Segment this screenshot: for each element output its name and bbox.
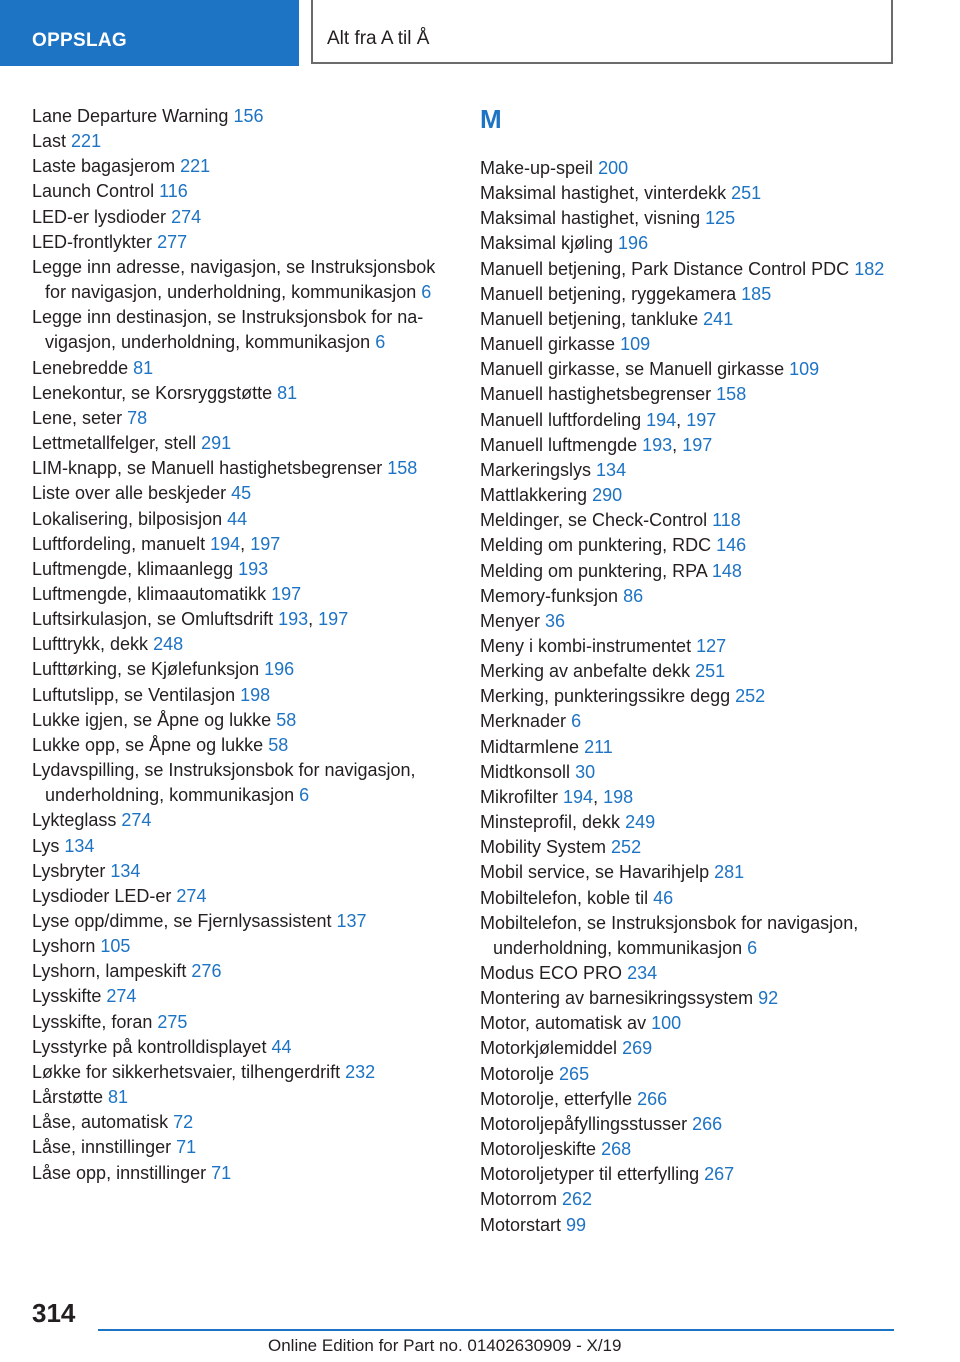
page-reference-link[interactable]: 198: [240, 684, 271, 705]
index-entry: [32, 708, 452, 733]
index-entry-term: Lukke igjen, se Åpne og lukke: [32, 709, 272, 730]
page-reference-link[interactable]: 109: [620, 334, 651, 355]
page-reference-link[interactable]: 251: [731, 183, 762, 204]
page-reference-link[interactable]: 275: [157, 1011, 188, 1032]
index-entry: [480, 458, 900, 483]
page-reference-link[interactable]: 200: [598, 158, 629, 178]
page-reference-link[interactable]: 105: [100, 936, 131, 957]
index-entry-term: Liste over alle beskjeder: [32, 483, 227, 504]
page-reference-link[interactable]: 72: [173, 1112, 194, 1133]
index-entry-term: Minsteprofil, dekk: [480, 812, 621, 833]
page-reference-link[interactable]: 78: [127, 407, 148, 428]
index-entry: [480, 181, 900, 206]
index-entry-term: LED-frontlykter: [32, 231, 153, 252]
index-entry: [480, 860, 900, 885]
index-entry-term: Lysskifte: [32, 986, 102, 1007]
index-entry-term: Lufttørking, se Kjølefunksjon: [32, 659, 260, 680]
page-reference-link[interactable]: 6: [571, 711, 582, 732]
index-entry: [480, 584, 900, 609]
footer-divider: [98, 1329, 894, 1331]
index-entry: [32, 1135, 452, 1160]
index-entry-term: Lyshorn: [32, 936, 96, 957]
index-entry-term: Motorolje, etterfylle: [480, 1088, 633, 1109]
index-entry-term: Låse, automatisk: [32, 1112, 169, 1133]
page-reference-link[interactable]: 221: [71, 131, 102, 152]
page-reference-link[interactable]: 81: [108, 1087, 129, 1108]
index-entry-term: Midtarmlene: [480, 736, 580, 757]
index-entry-term: Lukke opp, se Åpne og lukke: [32, 734, 264, 755]
index-entry: [480, 357, 900, 382]
index-entry: [32, 356, 452, 381]
page-reference-link[interactable]: 221: [180, 156, 211, 177]
index-entry-term: Manuell betjening, ryggekamera: [480, 283, 737, 304]
index-entry: [32, 1161, 452, 1186]
page-reference-link[interactable]: 193: [278, 609, 309, 630]
index-entry: [32, 154, 452, 179]
index-entry: [32, 984, 452, 1009]
section-tab: [0, 0, 299, 66]
index-entry-term: Mobil service, se Havarihjelp: [480, 862, 710, 883]
page-reference-link[interactable]: 252: [735, 686, 766, 707]
page-reference-link[interactable]: 248: [153, 634, 184, 655]
page-reference-link[interactable]: 6: [421, 282, 432, 303]
index-entry-term: Luftmengde, klimaautomatikk: [32, 583, 267, 604]
page-reference-link[interactable]: 6: [747, 937, 758, 958]
page-reference-link[interactable]: 198: [603, 786, 634, 807]
index-entry: [32, 683, 452, 708]
index-entry-term: Lettmetallfelger, stell: [32, 433, 197, 454]
page-reference-link[interactable]: 194: [210, 533, 241, 554]
index-entry: [480, 886, 900, 911]
index-entry-term: Manuell girkasse, se Manuell girkasse: [480, 359, 785, 380]
page-reference-link[interactable]: 44: [271, 1036, 292, 1057]
index-entry: [480, 1213, 900, 1238]
index-entry: [480, 835, 900, 860]
index-entry: [480, 1162, 900, 1187]
index-entry: [480, 332, 900, 357]
index-entry: [32, 129, 452, 154]
page-reference-link[interactable]: 281: [714, 862, 745, 883]
index-entry-term: Last: [32, 131, 67, 152]
index-entry: [32, 758, 452, 808]
index-letter-heading: M: [480, 104, 502, 134]
index-entry-term: Maksimal hastighet, visning: [480, 208, 701, 229]
page-number: 314: [32, 1298, 76, 1328]
index-entry: [32, 884, 452, 909]
index-entry-term: Meldinger, se Check-Control: [480, 510, 708, 531]
chapter-title: Alt fra A til Å: [327, 28, 430, 49]
index-entry-term: Legge inn destinasjon, se Instruksjonsbok for navigasjon, underholdning, kommunikasjon: [32, 307, 424, 353]
page-reference-link[interactable]: 269: [622, 1038, 653, 1059]
index-entry: [480, 483, 900, 508]
index-entry-term: Montering av barnesikringssystem: [480, 988, 754, 1009]
index-entry-term: Lenebredde: [32, 357, 129, 378]
index-entry-term: Manuell hastighetsbegrenser: [480, 384, 712, 405]
index-entry: [32, 381, 452, 406]
page-reference-link[interactable]: 274: [106, 986, 137, 1007]
index-entry: [480, 609, 900, 634]
page-reference-link[interactable]: 194: [563, 786, 594, 807]
index-entry: [32, 557, 452, 582]
index-entry-term: Melding om punktering, RPA: [480, 560, 707, 581]
page-reference-link[interactable]: 276: [191, 961, 222, 982]
index-entry-term: Meny i kombi-instrumentet: [480, 635, 692, 656]
index-entry: [480, 986, 900, 1011]
index-column-right: [480, 104, 900, 1238]
index-entry-term: Motoroljepåfyllingsstusser: [480, 1113, 688, 1134]
index-entry: [480, 1137, 900, 1162]
index-entry-term: Løkke for sikkerhetsvaier, tilhengerdrift: [32, 1061, 341, 1082]
page-reference-link[interactable]: 234: [627, 963, 658, 983]
index-entry: [480, 508, 900, 533]
page-reference-link[interactable]: 266: [692, 1113, 723, 1134]
index-entry: [32, 834, 452, 859]
index-entry-term: Make-up-speil: [480, 158, 594, 178]
index-entry-term: Luftmengde, klimaanlegg: [32, 558, 234, 579]
index-entries-right: [480, 156, 900, 1238]
page-reference-link[interactable]: 58: [276, 709, 297, 730]
index-entry-term: Launch Control: [32, 181, 155, 202]
index-entry: [480, 382, 900, 407]
index-entry-term: Lufttrykk, dekk: [32, 634, 149, 655]
index-entry-term: Mobiltelefon, koble til: [480, 887, 649, 908]
index-entry-term: Legge inn adresse, navigasjon, se Instruksjonsbok for navigasjon, underholdning, kommunikasjon: [32, 256, 436, 303]
page-reference-link[interactable]: 127: [696, 635, 727, 656]
section-title: OPPSLAG: [32, 30, 128, 51]
page-reference-link[interactable]: 291: [201, 433, 232, 454]
page-reference-link[interactable]: 197: [318, 609, 349, 630]
index-entry-term: Merknader: [480, 711, 567, 732]
index-entry-term: Luftfordeling, manuelt: [32, 533, 206, 554]
page-reference-link[interactable]: 30: [575, 761, 596, 782]
index-column-left: [32, 104, 452, 1186]
page-header: [0, 0, 960, 66]
index-entry: Mikrofilter 194, 198: [480, 786, 634, 807]
index-entry: [32, 1010, 452, 1035]
page-reference-link[interactable]: 274: [171, 206, 202, 227]
page-reference-link[interactable]: 251: [695, 661, 726, 682]
index-entry-term: Lenekontur, se Korsryggstøtte: [32, 382, 273, 403]
page-reference-link[interactable]: 232: [345, 1061, 376, 1082]
page-reference-link[interactable]: 197: [271, 583, 302, 604]
index-entry-term: Melding om punktering, RDC: [480, 535, 712, 556]
index-entry-term: Merking, punkteringssikre degg: [480, 686, 731, 707]
index-entry-term: Lokalisering, bilposisjon: [32, 508, 223, 529]
page-reference-link[interactable]: 116: [159, 181, 188, 202]
page-reference-link[interactable]: 100: [651, 1013, 682, 1034]
index-entry-term: Mobility System: [480, 837, 607, 858]
index-entry: [32, 657, 452, 682]
index-entry: [32, 104, 452, 129]
index-entry: [480, 911, 900, 961]
page-reference-link[interactable]: 134: [110, 860, 141, 881]
index-entry: [32, 481, 452, 506]
index-entry: [480, 559, 900, 584]
page-reference-link[interactable]: 158: [387, 458, 418, 479]
index-entry-term: Motoroljetyper til etterfylling: [480, 1164, 700, 1185]
page-reference-link[interactable]: 46: [653, 887, 674, 908]
index-entry-term: Mattlakkering: [480, 485, 588, 506]
index-entry: [480, 684, 900, 709]
page-reference-link[interactable]: 6: [299, 785, 310, 806]
index-entry-term: Manuell betjening, tankluke: [480, 308, 699, 329]
page-reference-link[interactable]: 194: [646, 409, 677, 430]
index-entry: [32, 1035, 452, 1060]
index-entry-term: Luftsirkulasjon, se Omluftsdrift: [32, 609, 274, 630]
page-reference-link[interactable]: 196: [618, 233, 649, 254]
page-reference-link[interactable]: 134: [64, 835, 95, 856]
page-reference-link[interactable]: 156: [233, 106, 264, 126]
page-reference-link[interactable]: 6: [375, 332, 386, 353]
index-entry: [480, 307, 900, 332]
page-reference-link[interactable]: 268: [601, 1139, 632, 1160]
index-entry: [480, 1087, 900, 1112]
page-reference-link[interactable]: 265: [559, 1063, 590, 1084]
index-entry-term: Markeringslys: [480, 459, 592, 480]
index-entry-term: Luftutslipp, se Ventilasjon: [32, 684, 236, 705]
index-entry: [480, 760, 900, 785]
index-entry-term: Lyse opp/dimme, se Fjernlysassistent: [32, 911, 332, 931]
index-entry: [32, 230, 452, 255]
page-reference-link[interactable]: 197: [682, 434, 713, 455]
page-reference-link[interactable]: 197: [686, 409, 717, 430]
page-reference-link[interactable]: 81: [133, 357, 154, 378]
page-reference-link[interactable]: 241: [703, 308, 734, 329]
page-reference-link[interactable]: 109: [789, 359, 820, 380]
page-reference-link[interactable]: 134: [596, 459, 627, 480]
page-reference-link[interactable]: 252: [611, 837, 642, 858]
edition-note: Online Edition for Part no. 01402630909 - X/19: [268, 1336, 622, 1355]
index-entry: [32, 909, 452, 934]
index-entry: [480, 709, 900, 734]
page-reference-link[interactable]: 58: [268, 734, 289, 755]
index-entry: [32, 205, 452, 230]
index-entry: [32, 431, 452, 456]
page-reference-link[interactable]: 262: [562, 1189, 593, 1210]
index-entry-term: Låse opp, innstillinger: [32, 1162, 207, 1183]
index-entry-term: Merking av anbefalte dekk: [480, 661, 691, 682]
index-entry-term: Mikrofilter: [480, 786, 559, 807]
index-entry-term: Lydavspilling, se Instruksjonsbok for navigasjon, underholdning, kommunikasjon: [32, 760, 416, 806]
page-reference-link[interactable]: 118: [712, 510, 741, 531]
index-entry: [480, 206, 900, 231]
index-entry: [32, 456, 452, 481]
page-reference-link[interactable]: 36: [545, 610, 566, 631]
index-entry: [480, 282, 900, 307]
index-entry-term: Motoroljeskifte: [480, 1139, 597, 1160]
page-reference-link[interactable]: 71: [211, 1162, 232, 1183]
index-entry: [32, 934, 452, 959]
index-entry: [480, 659, 900, 684]
page-reference-link[interactable]: 99: [566, 1214, 587, 1235]
index-entry: [32, 1110, 452, 1135]
index-entry-term: Motorstart: [480, 1214, 562, 1235]
page-reference-link[interactable]: 92: [758, 988, 779, 1009]
index-entry: [32, 959, 452, 984]
index-entry-term: Låse, innstillinger: [32, 1137, 172, 1158]
index-entry: [32, 1085, 452, 1110]
page-reference-link[interactable]: 274: [176, 885, 207, 906]
chapter-box: [311, 0, 893, 64]
index-entry-term: Lene, seter: [32, 407, 123, 428]
index-entry-term: Manuell luftfordeling: [480, 409, 642, 430]
page-reference-link[interactable]: 44: [227, 508, 248, 529]
index-entry-term: LED-er lysdioder: [32, 206, 167, 227]
index-entry: [32, 507, 452, 532]
page-reference-link[interactable]: 249: [625, 812, 656, 833]
page-reference-link[interactable]: 290: [592, 485, 623, 506]
page-reference-link[interactable]: 45: [231, 483, 252, 504]
page-reference-link[interactable]: 137: [336, 911, 367, 931]
index-entry-term: Menyer: [480, 610, 541, 631]
page-reference-link[interactable]: 86: [623, 585, 644, 606]
index-entry: [480, 810, 900, 835]
page-reference-link[interactable]: 274: [121, 810, 152, 831]
index-entry: [480, 533, 900, 558]
index-entry-term: Manuell luftmengde: [480, 434, 638, 455]
index-entry: [32, 179, 452, 204]
index-entry-term: Mobiltelefon, se Instruksjonsbok for navigasjon, underholdning, kommunikasjon: [480, 912, 859, 958]
index-entry-term: Midtkonsoll: [480, 761, 571, 782]
index-entry: [480, 1112, 900, 1137]
page-reference-link[interactable]: 197: [250, 533, 281, 554]
index-entry: [32, 808, 452, 833]
index-entry-term: Maksimal hastighet, vinterdekk: [480, 183, 727, 204]
page-reference-link[interactable]: 146: [716, 535, 747, 556]
index-entry: Luftsirkulasjon, se Omluftsdrift 193, 197: [32, 609, 349, 630]
index-entry-term: Lane Departure Warning: [32, 106, 229, 126]
index-entry: [480, 961, 900, 986]
index-entry: [32, 632, 452, 657]
page-reference-link[interactable]: 185: [741, 283, 772, 304]
index-entry-term: Modus ECO PRO: [480, 963, 623, 983]
page-reference-link[interactable]: 193: [238, 558, 269, 579]
index-entry: [480, 1036, 900, 1061]
page-reference-link[interactable]: 277: [157, 231, 188, 252]
index-entry-term: Manuell girkasse: [480, 334, 616, 355]
index-entry-term: Motorolje: [480, 1063, 555, 1084]
index-entry: [480, 156, 900, 181]
index-entry: [32, 305, 452, 355]
index-entry-term: Lysbryter: [32, 860, 106, 881]
index-entry-term: Maksimal kjøling: [480, 233, 614, 254]
page-reference-link[interactable]: 81: [277, 382, 298, 403]
index-entry: Manuell luftmengde 193, 197: [480, 434, 713, 455]
index-entry-term: Lysstyrke på kontrolldisplayet: [32, 1036, 267, 1057]
index-entry: [32, 733, 452, 758]
index-entry-term: Lys: [32, 835, 60, 856]
index-entry-term: LIM-knapp, se Manuell hastighetsbegrenser: [32, 458, 383, 479]
page-reference-link[interactable]: 158: [716, 384, 747, 405]
page-reference-link[interactable]: 71: [176, 1137, 197, 1158]
index-entry: [480, 735, 900, 760]
index-entry-term: Laste bagasjerom: [32, 156, 176, 177]
index-entry-term: Memory-funksjon: [480, 585, 619, 606]
index-entry: [480, 1011, 900, 1036]
index-entry-term: Lårstøtte: [32, 1087, 104, 1108]
page-reference-link[interactable]: 211: [584, 736, 613, 757]
index-entry: [32, 406, 452, 431]
page-reference-link[interactable]: 267: [704, 1164, 735, 1185]
index-entry: [480, 1187, 900, 1212]
index-entry-term: Lysskifte, foran: [32, 1011, 153, 1032]
index-entry-term: Lykteglass: [32, 810, 117, 831]
page-reference-link[interactable]: 193: [642, 434, 673, 455]
index-entry: [480, 257, 900, 282]
index-entry-term: Motor, automatisk av: [480, 1013, 647, 1034]
index-entry: [480, 634, 900, 659]
index-entry-term: Motorrom: [480, 1189, 558, 1210]
index-entry: Manuell luftfordeling 194, 197: [480, 409, 717, 430]
index-entry-term: Lysdioder LED-er: [32, 885, 172, 906]
page-reference-link[interactable]: 182: [854, 258, 885, 279]
index-entry-term: Lyshorn, lampeskift: [32, 961, 187, 982]
page-reference-link[interactable]: 266: [637, 1088, 668, 1109]
page-reference-link[interactable]: 196: [264, 659, 295, 680]
index-entry: [32, 582, 452, 607]
index-entry: [32, 859, 452, 884]
index-entry: [32, 1060, 452, 1085]
page-reference-link[interactable]: 125: [705, 208, 736, 229]
index-entry-term: Manuell betjening, Park Distance Control PDC: [480, 258, 850, 279]
index-entry: [480, 231, 900, 256]
page-reference-link[interactable]: 148: [711, 560, 742, 581]
index-entry-term: Motorkjølemiddel: [480, 1038, 618, 1059]
index-entry: [32, 255, 452, 305]
index-entry: [480, 1062, 900, 1087]
index-entry: Luftfordeling, manuelt 194, 197: [32, 533, 281, 554]
